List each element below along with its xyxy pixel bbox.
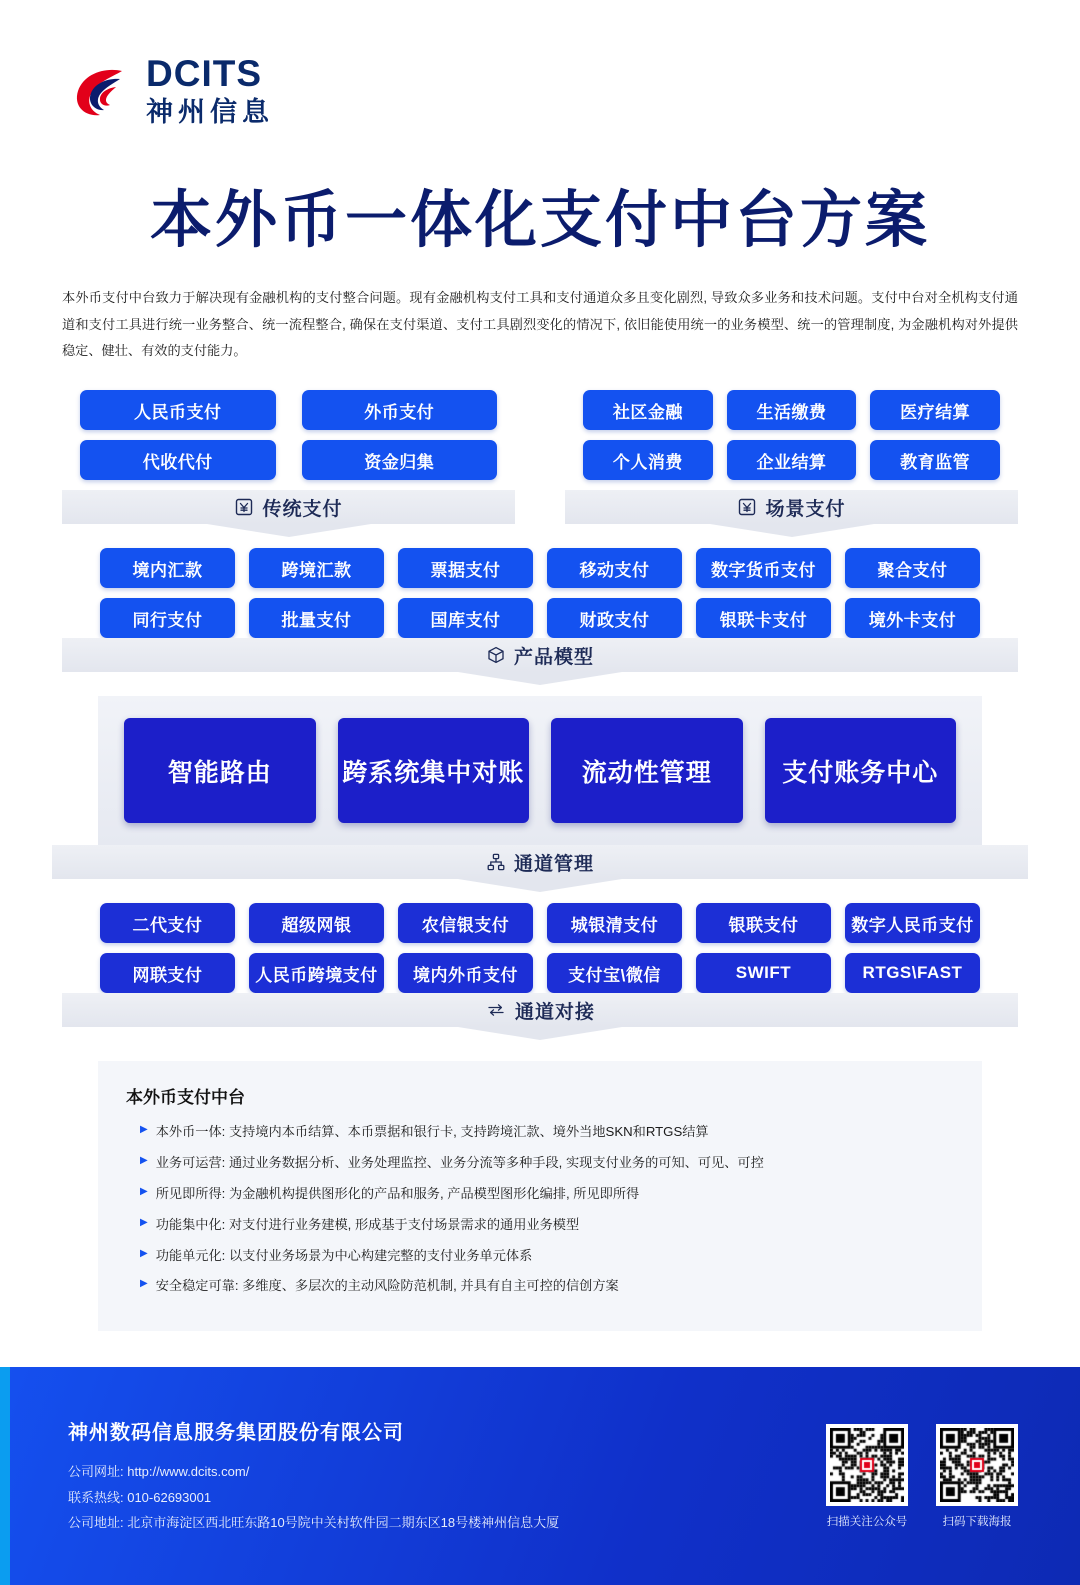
pill-item[interactable]: 超级网银 [249,903,384,943]
info-bullet [140,1122,954,1142]
pill-item[interactable]: 银联卡支付 [696,598,831,638]
brand-text [146,55,274,128]
pill-item[interactable]: 财政支付 [547,598,682,638]
pill-item[interactable]: 企业结算 [727,440,857,480]
pill-item[interactable]: 聚合支付 [845,548,980,588]
brand-name-cn: 神州信息 [146,96,274,127]
pill-item[interactable]: 数字货币支付 [696,548,831,588]
section-shelf [62,490,515,524]
pill-item[interactable]: 境内汇款 [100,548,235,588]
pill-item[interactable]: 境外卡支付 [845,598,980,638]
info-bullet-text: 安全稳定可靠: 多维度、多层次的主动风险防范机制, 并具有自主可控的信创方案 [155,1278,619,1294]
channel-docking-band [62,993,1018,1027]
pill-item[interactable]: 农信银支付 [398,903,533,943]
pill-item[interactable]: 城银清支付 [547,903,682,943]
info-bullet-text: 所见即所得: 为金融机构提供图形化的产品和服务, 产品模型图形化编排, 所见即所得 [155,1186,640,1202]
triangle-bullet-icon: ▶ [140,1278,148,1290]
pill-item[interactable]: 人民币支付 [80,390,276,430]
triangle-bullet-icon: ▶ [140,1124,148,1136]
section-shelf [52,845,1028,879]
cube-icon [486,645,506,665]
triangle-bullet-icon: ▶ [140,1216,148,1228]
channel-management-band [52,845,1028,879]
pill-item[interactable]: 批量支付 [249,598,384,638]
scenario-payment-items [565,390,1018,480]
page-title: 本外币一体化支付中台方案 [149,186,930,256]
header [0,0,1080,128]
pill-item[interactable]: 生活缴费 [727,390,857,430]
yuan-badge-icon [234,497,254,517]
section-shelf [62,993,1018,1027]
info-bullet-text: 业务可运营: 通过业务数据分析、业务处理监控、业务分流等多种手段, 实现支付业务的可知、可见、可控 [155,1155,764,1171]
section-channel-management [0,696,1080,879]
pill-item[interactable]: 同行支付 [100,598,235,638]
triangle-bullet-icon: ▶ [140,1186,148,1198]
pill-item[interactable]: 社区金融 [583,390,713,430]
pill-item[interactable]: 代收代付 [80,440,276,480]
section-label: 通道管理 [513,853,594,875]
brand-name-en: DCITS [146,53,262,94]
triangle-bullet-icon: ▶ [140,1247,148,1259]
section-shelf [62,638,1018,672]
pill-item[interactable]: 外币支付 [302,390,498,430]
footer-hotline: 联系热线: 010-62693001 [68,1489,212,1505]
footer-contact [62,1416,559,1535]
qr-caption: 扫描关注公众号 [826,1515,908,1528]
section-product-model [0,548,1080,672]
pill-item[interactable]: RTGS\FAST [845,953,980,993]
info-bullet-text: 本外币一体: 支持境内本币结算、本币票据和银行卡, 支持跨境汇款、境外当地SKN和RTGS结算 [155,1124,709,1140]
big-card-item[interactable]: 跨系统集中对账 [338,718,530,823]
scenario-payment-band [565,490,1018,524]
pill-item[interactable]: 银联支付 [696,903,831,943]
big-card-item[interactable]: 流动性管理 [551,718,743,823]
pill-item[interactable]: 教育监管 [870,440,1000,480]
pill-item[interactable]: 医疗结算 [870,390,1000,430]
section-label: 通道对接 [514,1001,595,1023]
exchange-icon [485,1000,507,1020]
pill-item[interactable]: 移动支付 [547,548,682,588]
section-shelf [565,490,1018,524]
footer-address: 公司地址: 北京市海淀区西北旺东路10号院中关村软件园二期东区18号楼神州信息大厦 [68,1515,560,1531]
big-card-item[interactable]: 支付账务中心 [765,718,957,823]
product-model-band [62,638,1018,672]
info-bullet [140,1276,954,1296]
section-label: 产品模型 [513,646,594,668]
pill-item[interactable]: 网联支付 [100,953,235,993]
info-bullet-text: 功能集中化: 对支付进行业务建模, 形成基于支付场景需求的通用业务模型 [155,1216,580,1232]
pill-item[interactable]: 票据支付 [398,548,533,588]
yuan-badge-icon [737,497,757,517]
footer-company-name: 神州数码信息服务集团股份有限公司 [68,1422,404,1445]
section-traditional-payment [62,390,515,524]
pill-item[interactable]: 境内外币支付 [398,953,533,993]
traditional-payment-items [62,390,515,480]
info-bullet [140,1215,954,1235]
pill-item[interactable]: 资金归集 [302,440,498,480]
pill-item[interactable]: 国库支付 [398,598,533,638]
qr-code-icon [936,1424,1018,1506]
hierarchy-icon [486,852,506,872]
dcits-swirl-logo-icon [70,61,132,123]
pill-item[interactable]: 人民币跨境支付 [249,953,384,993]
footer-accent-bar [0,1367,10,1585]
pill-item[interactable]: 跨境汇款 [249,548,384,588]
qr-item [826,1424,908,1529]
footer [0,1367,1080,1585]
section-scenario-payment [565,390,1018,524]
pill-item[interactable]: 支付宝\微信 [547,953,682,993]
section-label: 场景支付 [765,498,846,520]
footer-website: 公司网址: http://www.dcits.com/ [68,1464,250,1480]
info-bullet-text: 功能单元化: 以支付业务场景为中心构建完整的支付业务单元体系 [155,1247,533,1263]
big-card-item[interactable]: 智能路由 [124,718,316,823]
pill-item[interactable]: 二代支付 [100,903,235,943]
info-bullet [140,1246,954,1266]
product-model-items [0,548,1080,638]
traditional-payment-band [62,490,515,524]
info-bullet [140,1184,954,1204]
qr-code-icon [826,1424,908,1506]
pill-item[interactable]: 个人消费 [583,440,713,480]
info-box [98,1061,982,1331]
section-channel-docking [0,903,1080,1027]
triangle-bullet-icon: ▶ [140,1155,148,1167]
pill-item[interactable]: 数字人民币支付 [845,903,980,943]
channel-docking-items [0,903,1080,993]
pill-item[interactable]: SWIFT [696,953,831,993]
channel-management-items [98,696,982,845]
footer-qrcodes [826,1424,1018,1529]
section-label: 传统支付 [262,498,343,520]
intro-paragraph: 本外币支付中台致力于解决现有金融机构的支付整合问题。现有金融机构支付工具和支付通道众多且变化剧烈, 导致众多业务和技术问题。支付中台对全机构支付通道和支付工具进行统一业务整合、统一流程整合, 确保在支付渠道、支付工具剧烈变化的情况下, 依旧能使用统一的业务模型、统一的管理制度, 为金融机构对外提供稳定、健壮、有效的支付能力。 [62,290,1018,359]
info-bullet [140,1153,954,1173]
qr-caption: 扫码下载海报 [942,1515,1012,1528]
info-box-heading: 本外币支付中台 [126,1088,245,1108]
qr-item [936,1424,1018,1529]
top-sections [0,390,1080,524]
